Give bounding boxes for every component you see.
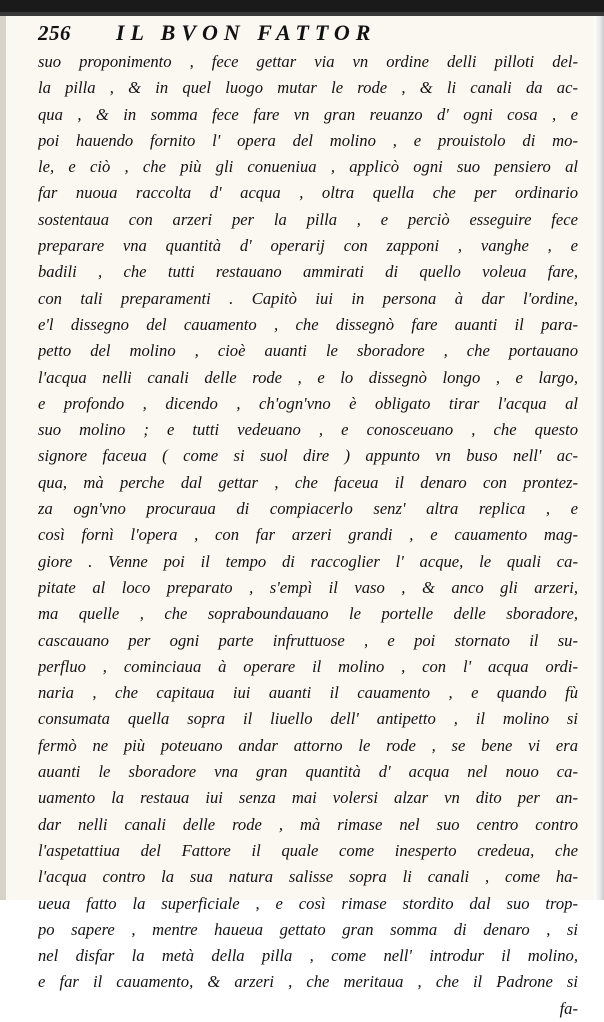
page-number: 256: [38, 21, 71, 45]
text-line: la pilla , & in quel luogo mutar le rode , & li canali da ac-: [38, 78, 578, 98]
text-line: petto del molino , cioè auanti le sboradore , che portauano: [38, 341, 578, 361]
text-line: suo molino ; e tutti vedeuano , e conosceuano , che questo: [38, 420, 578, 440]
text-line: giore . Venne poi il tempo di raccoglier l' acque, le quali ca-: [38, 551, 578, 571]
text-line: za ogn'vno procuraua di compiacerlo senz' altra replica , e: [38, 499, 578, 519]
text-line: pitate al loco preparato , s'empì il vaso , & anco gli arzeri,: [38, 577, 578, 597]
text-line: badili , che tutti restauano ammirati di quello voleua fare,: [38, 262, 578, 282]
body-text: [38, 49, 578, 1022]
text-line: dar nelli canali delle rode , mà rimase nel suo centro contro: [38, 814, 578, 834]
text-line: nel disfar la metà della pilla , come nell' introdur il molino,: [38, 946, 578, 966]
text-line: e profondo , dicendo , ch'ogn'vno è obligato tirar l'acqua al: [38, 393, 578, 413]
text-line: l'aspetattiua del Fattore il quale come inesperto credeua, che: [38, 840, 578, 860]
text-line: le, e ciò , che più gli conueniua , applicò ogni suo pensiero al: [38, 157, 578, 177]
text-line: e'l dissegno del cauamento , che dissegnò fare auanti il para-: [38, 314, 578, 334]
text-line: sostentaua con arzeri per la pilla , e perciò esseguire fece: [38, 209, 578, 229]
text-line: poi hauendo fornito l' opera del molino , e prouistolo di mo-: [38, 130, 578, 150]
text-line: po sapere , mentre haueua gettato gran somma di denaro , si: [38, 919, 578, 939]
scan-top-edge: [0, 0, 604, 16]
scan-right-edge: [594, 16, 604, 900]
text-line: con tali preparamenti . Capitò iui in persona à dar l'ordine,: [38, 288, 578, 308]
text-line: l'acqua nelli canali delle rode , e lo dissegnò longo , e largo,: [38, 367, 578, 387]
text-line: qua, mà perche dal gettar , che faceua il denaro con prontez-: [38, 472, 578, 492]
text-line: auanti le sboradore vna gran quantità d' acqua nel nouo ca-: [38, 762, 578, 782]
text-line: uamento la restaua iui senza mai volersi alzar vn dito per an-: [38, 788, 578, 808]
scan-left-edge: [0, 16, 6, 900]
text-line: consumata quella sopra il liuello dell' antipetto , il molino si: [38, 709, 578, 729]
text-line: qua , & in somma fece fare vn gran reuanzo d' ogni cosa , e: [38, 104, 578, 124]
text-line: ueua fatto la superficiale , e così rimase stordito dal suo trop-: [38, 893, 578, 913]
text-line: ma quelle , che sopraboundauano le portelle delle sboradore,: [38, 604, 578, 624]
text-line: preparare vna quantità d' operarij con zapponi , vanghe , e: [38, 236, 578, 256]
text-line: così fornì l'opera , con far arzeri grandi , e cauamento mag-: [38, 525, 578, 545]
text-line: perfluo , cominciaua à operare il molino , con l' acqua ordi-: [38, 656, 578, 676]
text-line: naria , che capitaua iui auanti il cauamento , e quando fù: [38, 683, 578, 703]
text-line: suo proponimento , fece gettar via vn ordine delli pilloti del-: [38, 52, 578, 71]
text-line: signore faceua ( come si suol dire ) appunto vn buso nell' ac-: [38, 446, 578, 466]
text-line: far nuoua raccolta d' acqua , oltra quella che per ordinario: [38, 183, 578, 203]
text-line: l'acqua contro la sua natura salisse sopra li canali , come ha-: [38, 867, 578, 887]
running-head: IL BVON FATTOR: [116, 20, 377, 45]
text-line: cascauano per ogni parte infruttuose , e poi stornato il su-: [38, 630, 578, 650]
text-line: e far il cauamento, & arzeri , che meritaua , che il Padrone si: [38, 972, 578, 992]
catchword: fa-: [559, 998, 578, 1018]
book-page: [38, 20, 578, 1022]
text-line: fermò ne più poteuano andar attorno le rode , se bene vi era: [38, 735, 578, 755]
page-header: [38, 20, 578, 48]
